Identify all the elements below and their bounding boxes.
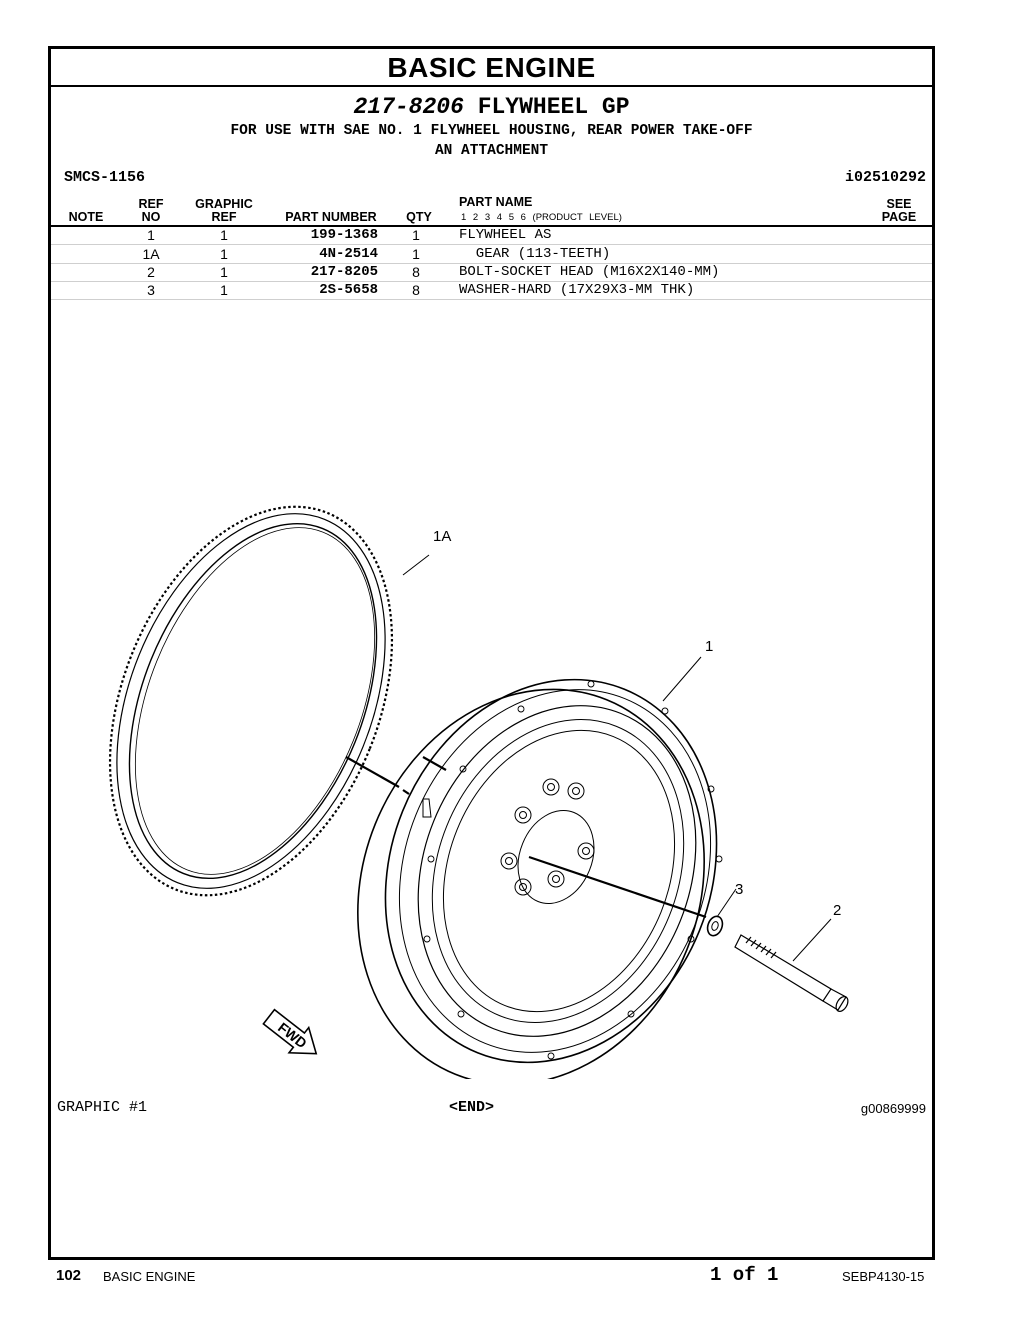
qty: 8 [412, 282, 420, 298]
part-number: 4N-2514 [319, 246, 378, 262]
page-number: 102 [56, 1267, 82, 1284]
col-see-page [871, 198, 927, 224]
table-row [51, 226, 932, 245]
graphic-ref: 1 [220, 246, 228, 262]
usage-line-1: FOR USE WITH SAE NO. 1 FLYWHEEL HOUSING, REAR POWER TAKE-OFF [230, 123, 753, 139]
table-row [51, 263, 932, 282]
ref-no: 3 [147, 282, 155, 298]
col-note-label: NOTE [68, 210, 104, 224]
part-name: WASHER-HARD (17X29X3-MM THK) [459, 282, 695, 298]
callout-2: 2 [833, 902, 842, 919]
product-level-label: (PRODUCT LEVEL) [532, 212, 622, 223]
document-number: SEBP4130-15 [842, 1269, 925, 1284]
graphic-ref: 1 [220, 227, 228, 243]
table-row [51, 245, 932, 264]
group-name: FLYWHEEL GP [477, 94, 630, 120]
graphic-ref: 1 [220, 282, 228, 298]
col-graphic-ref [189, 198, 259, 224]
callout-3: 3 [735, 881, 744, 898]
qty: 8 [412, 264, 420, 280]
product-level-numbers: 1 2 3 4 5 6 [461, 212, 526, 223]
col-graphic-label-2: REF [211, 210, 237, 224]
illustration-id: i02510292 [844, 169, 926, 186]
part-name: FLYWHEEL AS [459, 227, 552, 243]
col-part-name-label: PART NAME [459, 195, 533, 209]
col-graphic-label-1: GRAPHIC [195, 197, 253, 211]
table-row [51, 281, 932, 300]
ref-no: 2 [147, 264, 155, 280]
part-number: 217-8205 [310, 264, 378, 280]
forward-arrow-icon [259, 1004, 326, 1066]
part-number: 2S-5658 [319, 282, 378, 298]
col-see-label-2: PAGE [881, 210, 917, 224]
col-see-label-1: SEE [886, 197, 912, 211]
col-qty-label: QTY [406, 210, 432, 224]
washer-drawing [705, 914, 725, 938]
callout-1a: 1A [433, 528, 452, 545]
page-frame [48, 46, 935, 1260]
graphic-ref: 1 [220, 264, 228, 280]
ref-no: 1 [147, 227, 155, 243]
section-title: BASIC ENGINE [51, 49, 932, 87]
callout-1: 1 [705, 638, 714, 655]
smcs-code: SMCS-1156 [64, 169, 146, 186]
product-levels [461, 212, 622, 223]
col-ref-label-2: NO [141, 210, 161, 224]
col-part-number-label: PART NUMBER [285, 210, 377, 224]
callout-leaders [403, 555, 831, 961]
ref-no: 1A [142, 246, 160, 262]
qty: 1 [412, 246, 420, 262]
part-name: BOLT-SOCKET HEAD (M16X2X140-MM) [459, 264, 720, 280]
usage-line-2: AN ATTACHMENT [434, 143, 549, 159]
graphic-label: GRAPHIC #1 [57, 1099, 148, 1116]
part-number: 199-1368 [310, 227, 378, 243]
col-part-name [459, 196, 549, 209]
footer-section: BASIC ENGINE [103, 1269, 196, 1284]
qty: 1 [412, 227, 420, 243]
fwd-label: FWD [275, 1019, 311, 1052]
graphic-id: g00869999 [860, 1101, 926, 1116]
flywheel-drawing [300, 629, 773, 1079]
col-ref-label-1: REF [138, 197, 164, 211]
exploded-view-illustration [51, 439, 932, 1079]
col-part-number [276, 211, 386, 224]
part-name: GEAR (113-TEETH) [459, 246, 611, 262]
col-ref-no [131, 198, 171, 224]
group-part-number: 217-8206 [353, 94, 464, 120]
col-note [61, 211, 111, 224]
bolt-drawing [735, 935, 850, 1013]
page-of: 1 of 1 [710, 1264, 779, 1286]
end-marker: <END> [449, 1099, 495, 1116]
group-title [51, 93, 932, 121]
col-qty [399, 211, 439, 224]
